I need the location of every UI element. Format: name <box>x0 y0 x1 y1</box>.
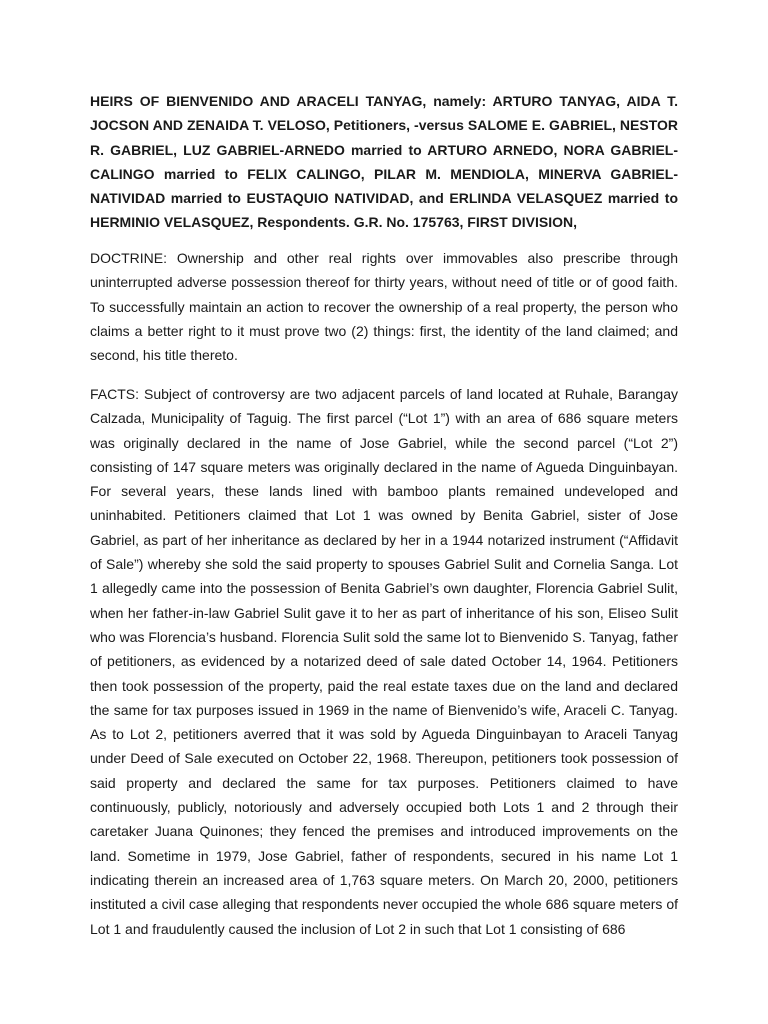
doctrine-paragraph: DOCTRINE: Ownership and other real rights over immovables also prescribe through uninterrupted adverse possession thereof for thirty years, without need of title or of good faith. To successfully maintain an action to recover the ownership of a real property, the person who claims a better right to it must prove two (2) things: first, the identity of the land claimed; and second, his title thereto. <box>90 250 678 364</box>
case-heading: HEIRS OF BIENVENIDO AND ARACELI TANYAG, namely: ARTURO TANYAG, AIDA T. JOCSON AND ZENAIDA T. VELOSO, Petitioners, -versus SALOME E. GABRIEL, NESTOR R. GABRIEL, LUZ GABRIEL-ARNEDO married to ARTURO ARNEDO, NORA GABRIEL-CALINGO married to FELIX CALINGO, PILAR M. MENDIOLA, MINERVA GABRIEL-NATIVIDAD married to EUSTAQUIO NATIVIDAD, and ERLINDA VELASQUEZ married to HERMINIO VELASQUEZ, Respondents. G.R. No. 175763, FIRST DIVISION, <box>90 93 678 231</box>
facts-paragraph: FACTS: Subject of controversy are two adjacent parcels of land located at Ruhale, Barangay Calzada, Municipality of Taguig. The first parcel (“Lot 1”) with an area of 686 square meters was originally declared in the name of Jose Gabriel, while the second parcel (“Lot 2”) consisting of 147 square meters was originally declared in the name of Agueda Dinguinbayan. For several years, these lands lined with bamboo plants remained undeveloped and uninhabited. Petitioners claimed that Lot 1 was owned by Benita Gabriel, sister of Jose Gabriel, as part of her inheritance as declared by her in a 1944 notarized instrument (“Affidavit of Sale”) whereby she sold the said property to spouses Gabriel Sulit and Cornelia Sanga. Lot 1 allegedly came into the possession of Benita Gabriel’s own daughter, Florencia Gabriel Sulit, when her father-in-law Gabriel Sulit gave it to her as part of inheritance of his son, Eliseo Sulit who was Florencia’s husband. Florencia Sulit sold the same lot to Bienvenido S. Tanyag, father of petitioners, as evidenced by a notarized deed of sale dated October 14, 1964. Petitioners then took possession of the property, paid the real estate taxes due on the land and declared the same for tax purposes issued in 1969 in the name of Bienvenido’s wife, Araceli C. Tanyag. As to Lot 2, petitioners averred that it was sold by Agueda Dinguinbayan to Araceli Tanyag under Deed of Sale executed on October 22, 1968. Thereupon, petitioners took possession of said property and declared the same for tax purposes. Petitioners claimed to have continuously, publicly, notoriously and adversely occupied both Lots 1 and 2 through their caretaker Juana Quinones; they fenced the premises and introduced improvements on the land. Sometime in 1979, Jose Gabriel, father of respondents, secured in his name Lot 1 indicating therein an increased area of 1,763 square meters. On March 20, 2000, petitioners instituted a civil case alleging that respondents never occupied the whole 686 square meters of Lot 1 and fraudulently caused the inclusion of Lot 2 in such that Lot 1 consisting of 686 <box>90 386 678 937</box>
